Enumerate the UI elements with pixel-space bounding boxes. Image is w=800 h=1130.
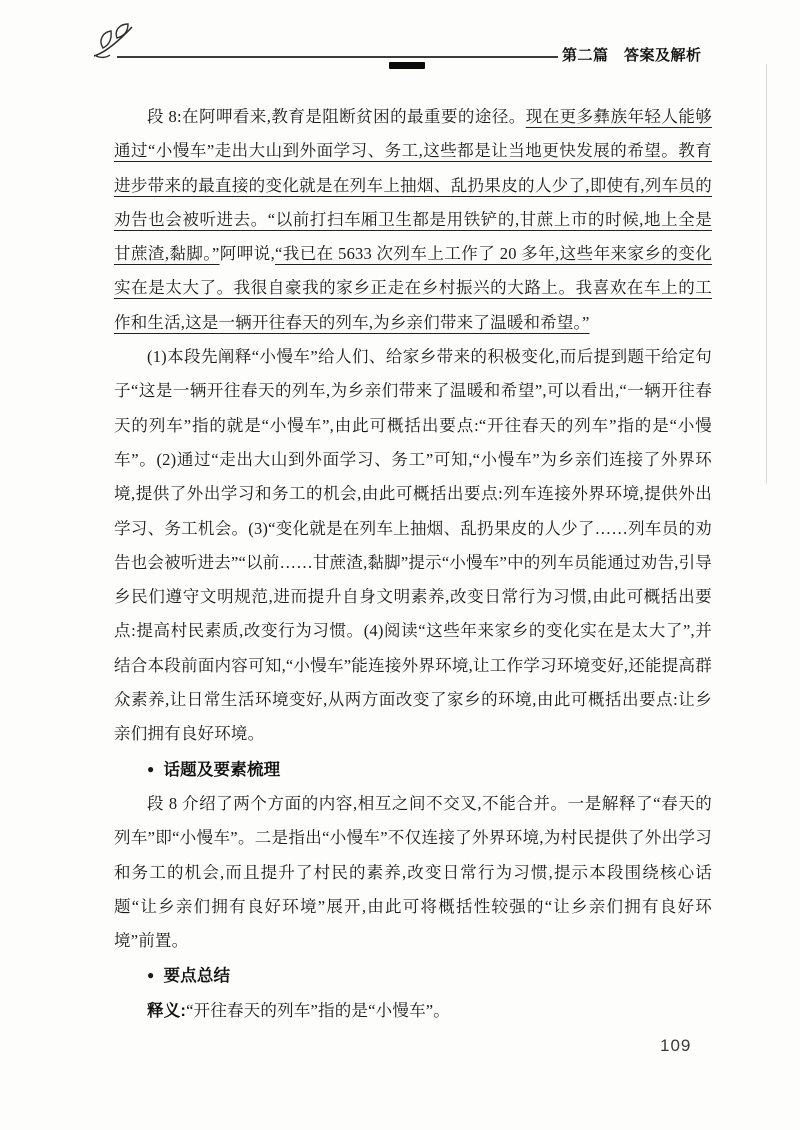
summary-text: “开往春天的列车”指的是“小慢车”。 (186, 1000, 451, 1020)
bullet-icon: ● (147, 968, 155, 983)
excerpt-segment-underlined: “我已在 5633 次列车上工作了 20 多年,这些年来家乡的变化实在是太大了。我很自豪我的家乡正走在乡村振兴的大路上。我喜欢在车上的工作和生活,这是一辆开往春天的列车,为乡亲们带来了温暖和希望。” (114, 244, 712, 332)
section-heading-summary (114, 958, 712, 993)
page-body (114, 100, 712, 1028)
page-number: 109 (660, 1036, 692, 1055)
section-heading-topic (114, 752, 712, 787)
excerpt-segment: 阿呷说, (219, 244, 275, 264)
paragraph-excerpt (114, 100, 712, 340)
scan-edge-line (766, 64, 767, 484)
section-heading-label: 要点总结 (163, 967, 231, 986)
ink-smudge-mark (389, 62, 425, 69)
excerpt-segment-underlined: 现在更多彝族年轻人能够通过“小慢车”走出大山到外面学习、务工,这些都是让当地更快发展的希望。教育进步带来的最直接的变化就是在列车上抽烟、乱扔果皮的人少了,即使有,列车员的劝告也会被听进去。“以前打扫车厢卫生都是用铁铲的,甘蔗上市的时候,地上全是甘蔗渣,黏脚。” (114, 107, 712, 264)
paragraph-summary (114, 994, 712, 1028)
header-rule (117, 56, 558, 58)
paragraph-topic: 段 8 介绍了两个方面的内容,相互之间不交叉,不能合并。一是解释了“春天的列车”即“小慢车”。二是指出“小慢车”不仅连接了外界环境,为村民提供了外出学习和务工的机会,而且提升了村民的素养,改变日常行为习惯,提示本段围绕核心话题“让乡亲们拥有良好环境”展开,由此可将概括性较强的“让乡亲们拥有良好环境”前置。 (114, 793, 712, 951)
summary-prefix: 释义: (147, 1001, 187, 1020)
running-header-title: 第二篇 答案及解析 (562, 47, 702, 64)
bullet-icon: ● (147, 761, 155, 776)
excerpt-segment: 段 8:在阿呷看来,教育是阻断贫困的最重要的途径。 (147, 107, 526, 126)
paragraph-analysis: (1)本段先阐释“小慢车”给人们、给家乡带来的积极变化,而后提到题干给定句子“这是一辆开往春天的列车,为乡亲们带来了温暖和希望”,可以看出,“一辆开往春天的列车”指的就是“小慢车”,由此可概括出要点:“开往春天的列车”指的是“小慢车”。(2)通过“走出大山到外面学习、务工”可知,“小慢车”为乡亲们连接了外界环境,提供了外出学习和务工的机会,由此可概括出要点:列车连接外界环境,提供外出学习、务工机会。(3)“变化就是在列车上抽烟、乱扔果皮的人少了……列车员的劝告也会被听进去”“以前……甘蔗渣,黏脚”提示“小慢车”中的列车员能通过劝告,引导乡民们遵守文明规范,进而提升自身文明素养,改变日常行为习惯,由此可概括出要点:提高村民素质,改变行为习惯。(4)阅读“这些年来家乡的变化实在是太大了”,并结合本段前面内容可知,“小慢车”能连接外界环境,让工作学习环境变好,还能提高群众素养,让日常生活环境变好,从两方面改变了家乡的环境,由此可概括出要点:让乡亲们拥有良好环境。 (114, 347, 712, 744)
section-heading-label: 话题及要素梳理 (163, 760, 281, 779)
